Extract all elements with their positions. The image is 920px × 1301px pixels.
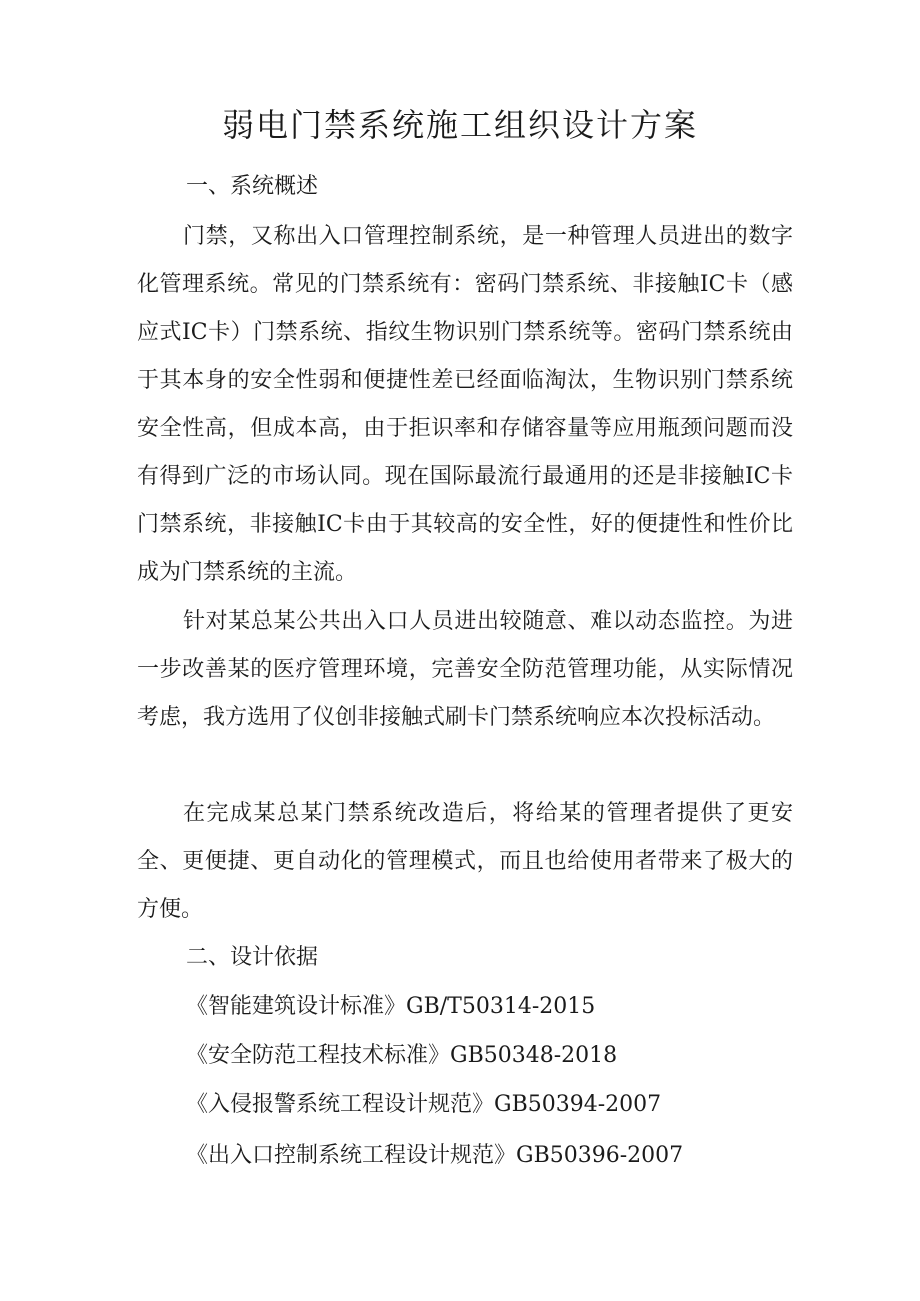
section-heading-overview: 一、系统概述 [186, 174, 319, 199]
section-heading-design-basis: 二、设计依据 [186, 945, 319, 970]
document-title: 弱电门禁系统施工组织设计方案 [221, 106, 698, 144]
paragraph-overview-2: 针对某总某公共出入口人员进出较随意、难以动态监控。为进一步改善某的医疗管理环境，完善安全防范管理功能，从实际情况考虑，我方选用了仪创非接触式刷卡门禁系统响应本次投标活动。 [137, 609, 793, 730]
paragraph-overview-3: 在完成某总某门禁系统改造后，将给某的管理者提供了更安全、更便捷、更自动化的管理模式，而且也给使用者带来了极大的方便。 [137, 801, 793, 922]
reference-standard-2: 《安全防范工程技术标准》GB50348-2018 [186, 1043, 618, 1068]
reference-standard-1: 《智能建筑设计标准》GB/T50314-2015 [186, 994, 596, 1019]
reference-standard-4: 《出入口控制系统工程设计规范》GB50396-2007 [186, 1143, 684, 1168]
paragraph-overview-1: 门禁，又称出入口管理控制系统，是一种管理人员进出的数字化管理系统。常见的门禁系统有：密码门禁系统、非接触IC卡（感应式IC卡）门禁系统、指纹生物识别门禁系统等。密码门禁系统由于其本身的安全性弱和便捷性差已经面临淘汰，生物识别门禁系统安全性高，但成本高，由于拒识率和存储容量等应用瓶颈问题而没有得到广泛的市场认同。现在国际最流行最通用的还是非接触IC卡门禁系统，非接触IC卡由于其较高的安全性，好的便捷性和性价比成为门禁系统的主流。 [137, 224, 793, 585]
reference-standard-3: 《入侵报警系统工程设计规范》GB50394-2007 [186, 1092, 662, 1117]
